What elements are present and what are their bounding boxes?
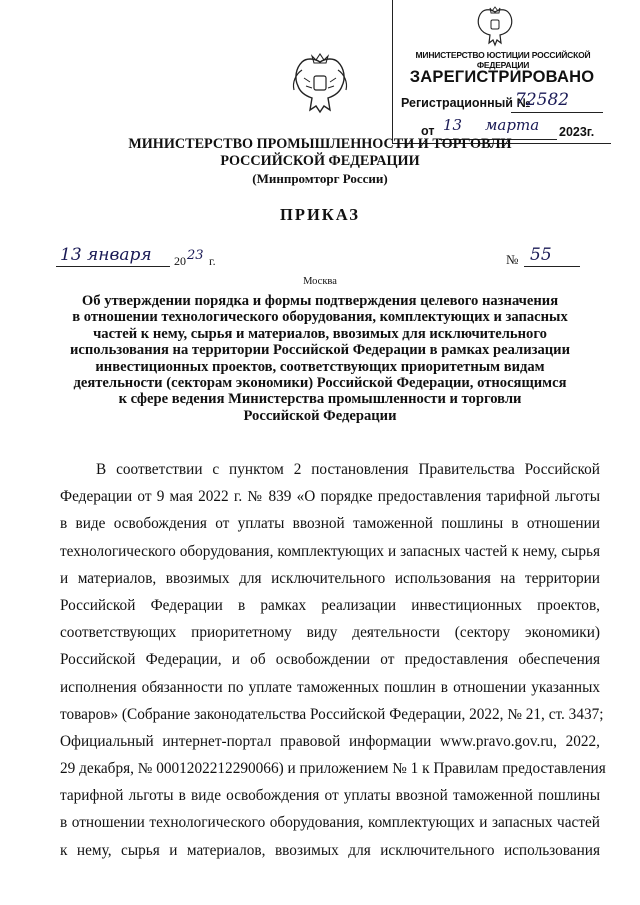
body-line: Федерации от 9 мая 2022 г. № 839 «О порядке предоставления тарифной льготы [60,488,600,506]
ministry-line-1: МИНИСТЕРСТВО ПРОМЫШЛЕННОСТИ И ТОРГОВЛИ [128,136,512,152]
registration-stamp [392,0,611,144]
body-line: и материалов, ввозимых для исключительного использования на территории [60,569,600,587]
ministry-name [100,136,540,170]
body-line: Российской Федерации, и об освобождении от предоставления обеспечения [60,651,600,669]
stamp-reg-day: 13 [443,116,463,134]
order-number-label: № [506,252,519,267]
coat-of-arms-icon [284,52,356,118]
order-date-handwritten: 13 января [60,245,152,265]
body-line: Российской Федерации в рамках реализации инвестиционных проектов, [60,596,600,614]
stamp-coat-of-arms-icon [471,6,519,48]
stamp-reg-number: 72582 [515,90,570,110]
year-handwritten: 23 [187,248,204,263]
title-line: Об утверждении порядка и формы подтверждения целевого назначения [81,293,559,309]
ministry-line-2: РОССИЙСКОЙ ФЕДЕРАЦИИ [220,153,420,169]
year-prefix: 20 [174,254,186,268]
year-suffix: г. [209,254,216,268]
stamp-reg-month: марта [485,116,540,134]
body-line: соответствующих приоритетному виду деятельности (сектору экономики) [60,624,600,642]
stamp-status-text: ЗАРЕГИСТРИРОВАНО [409,68,595,86]
number-underline [524,266,580,267]
body-line: В соответствии с пунктом 2 постановления Правительства Российской [96,461,600,478]
title-line: частей к нему, сырья и материалов, ввозимых для исключительного [93,325,547,342]
title-line: деятельности (секторам экономики) Российской Федерации, относящимся [73,375,567,392]
stamp-reg-year: 2023г. [559,125,595,139]
stamp-ministry-text: МИНИСТЕРСТВО ЮСТИЦИИ РОССИЙСКОЙ ФЕДЕРАЦИИ [415,50,591,70]
body-line: 29 декабря, № 0001202212290066) и приложением № 1 к Правилам предоставления [60,760,606,778]
body-line: в отношении технологического оборудования, комплектующих и запасных частей [60,814,600,832]
order-number-handwritten: 55 [530,245,552,265]
order-body [60,456,606,864]
ministry-short-name: (Минпромторг России) [252,171,388,186]
title-line: к сфере ведения Министерства промышленности и торговли [118,391,522,408]
stamp-reg-label: Регистрационный № [401,96,531,110]
title-line: в отношении технологического оборудования, комплектующих и запасных [72,309,568,326]
stamp-from-label: от [421,124,435,138]
title-line: использования на территории Российской Федерации в рамках реализации [70,342,570,359]
body-line: в виде освобождения от уплаты ввозной таможенной пошлины в отношении [60,515,600,533]
title-line: инвестиционных проектов, соответствующих приоритетным видам [95,358,545,375]
body-line: исполнения обязанности по уплате таможенных пошлин в отношении указанных [60,678,600,696]
body-line: товаров» (Собрание законодательства Российской Федерации, 2022, № 21, ст. 3437; [60,705,604,723]
stamp-regno-underline [511,112,603,113]
date-underline [56,266,170,267]
order-title [70,293,570,424]
title-line: Российской Федерации [243,407,397,424]
document-type: ПРИКАЗ [280,205,360,224]
city-name: Москва [303,276,337,287]
body-line: Официальный интернет-портал правовой информации www.pravo.gov.ru, 2022, [60,732,600,750]
body-line: к нему, сырья и материалов, ввозимых для исключительного использования [60,841,600,859]
body-line: тарифной льготы в виде освобождения от уплаты ввозной таможенной пошлины [60,787,600,805]
body-line: технологического оборудования, комплектующих и запасных частей к нему, сырья [60,542,600,560]
